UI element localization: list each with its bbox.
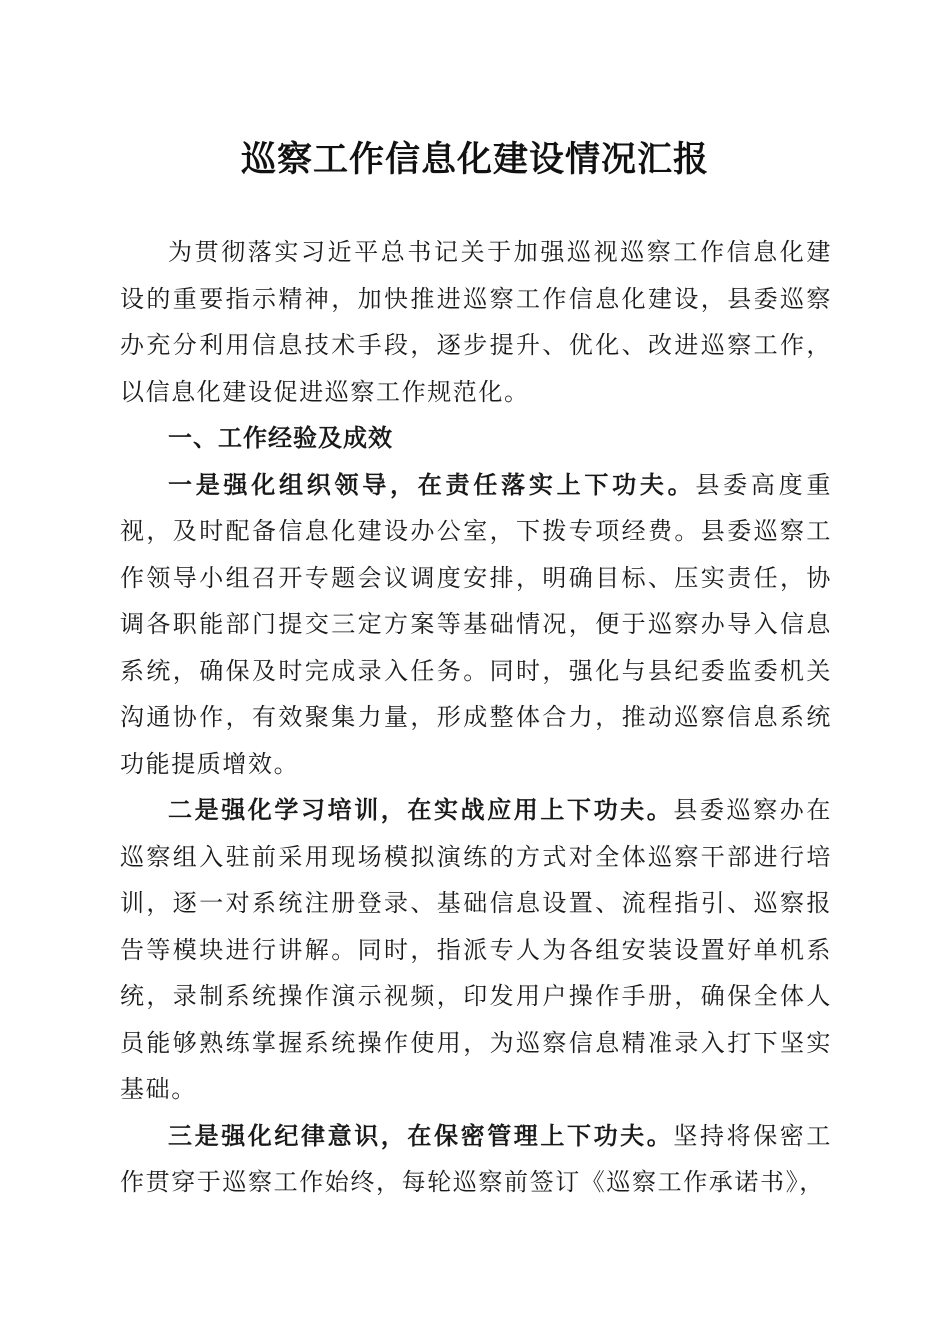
paragraph-1-text: 县委高度重视，及时配备信息化建设办公室，下拨专项经费。县委巡察工作领导小组召开专题会议调度安排，明确目标、压实责任，协调各职能部门提交三定方案等基础情况，便于巡察办导入信息系统，确保及时完成录入任务。同时，强化与县纪委监委机关沟通协作，有效聚集力量，形成整体合力，推动巡察信息系统功能提质增效。 — [120, 470, 832, 778]
document-body — [120, 229, 832, 1206]
paragraph-2 — [120, 787, 832, 1113]
paragraph-3-lead: 三是强化纪律意识，在保密管理上下功夫。 — [168, 1120, 674, 1150]
paragraph-2-text: 县委巡察办在巡察组入驻前采用现场模拟演练的方式对全体巡察干部进行培训，逐一对系统注册登录、基础信息设置、流程指引、巡察报告等模块进行讲解。同时，指派专人为各组安装设置好单机系统，录制系统操作演示视频，印发用户操作手册，确保全体人员能够熟练掌握系统操作使用，为巡察信息精准录入打下坚实基础。 — [120, 796, 832, 1103]
paragraph-2-lead: 二是强化学习培训，在实战应用上下功夫。 — [168, 795, 674, 824]
paragraph-3-text: 坚持将保密工作贯穿于巡察工作始终，每轮巡察前签订《巡察工作承诺书》， — [120, 1121, 832, 1196]
paragraph-1-lead: 一是强化组织领导，在责任落实上下功夫。 — [168, 469, 696, 499]
paragraph-3 — [120, 1113, 832, 1206]
section-heading: 一、工作经验及成效 — [168, 424, 393, 452]
document-title: 巡察工作信息化建设情况汇报 — [240, 139, 709, 180]
intro-paragraph: 为贯彻落实习近平总书记关于加强巡视巡察工作信息化建设的重要指示精神，加快推进巡察工作信息化建设，县委巡察办充分利用信息技术手段，逐步提升、优化、改进巡察工作，以信息化建设促进巡察工作规范化。 — [120, 238, 832, 406]
paragraph-1 — [120, 462, 832, 788]
